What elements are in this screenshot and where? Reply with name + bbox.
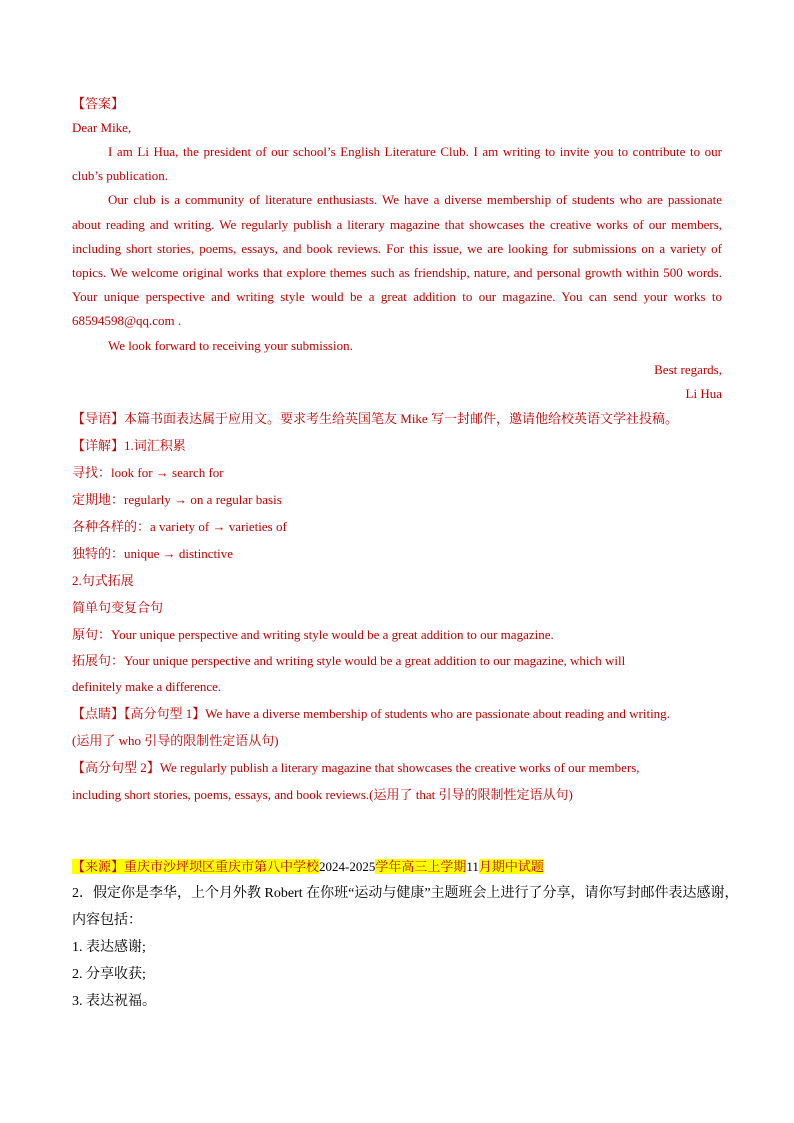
high-score-text-2a: We regularly publish a literary magazine that showcases the creative works of our members, — [159, 759, 640, 775]
letter-greeting: Dear Mike, — [72, 120, 132, 135]
letter-closing: Best regards, — [654, 361, 722, 377]
guide-paragraph — [72, 406, 722, 432]
question-item: 3. 表达祝福。 — [72, 993, 156, 1009]
expanded-sentence-line-2: definitely make a difference. — [72, 678, 222, 694]
letter-paragraph-1: I am Li Hua, the president of our school’s English Literature Club. I am writing to invite you to contribute to our club’s publication. — [72, 144, 722, 184]
letter-paragraph-3: We look forward to receiving your submission. — [108, 337, 353, 353]
source-line — [72, 853, 722, 880]
vocab-item: 独特的：unique → distinctive — [72, 545, 234, 561]
source-month: 11 — [466, 858, 479, 874]
guide-tag: 【导语】 — [72, 410, 125, 426]
source-school: 重庆市沙坪坝区重庆市第八中学校 — [124, 858, 320, 874]
detail-heading — [72, 432, 722, 459]
guide-text: 本篇书面表达属于应用文。要求考生给英国笔友 Mike 写一封邮件，邀请他给校英语文学社投稿。 — [124, 410, 678, 426]
high-score-tag-2: 【高分句型 2】 — [72, 759, 160, 775]
vocab-item: 各种各样的：a variety of → varieties of — [72, 518, 287, 534]
question-line-2: 内容包括： — [72, 912, 142, 928]
highlight-tag: 【点睛】 — [72, 705, 125, 721]
highlight-sentence-1 — [72, 700, 722, 727]
source-tag: 【来源】 — [72, 858, 125, 874]
answer-tag: 【答案】 — [72, 96, 125, 111]
high-score-tag-1: 【高分句型 1】 — [124, 705, 206, 721]
source-term: 学年高三上学期 — [375, 858, 467, 874]
high-score-note-1: (运用了 who 引导的限制性定语从句) — [72, 732, 279, 748]
question-item: 1. 表达感谢; — [72, 939, 146, 955]
original-sentence: 原句：Your unique perspective and writing style would be a great addition to our magazine. — [72, 626, 554, 642]
sentence-heading: 2.句式拓展 — [72, 572, 134, 588]
source-exam: 月期中试题 — [478, 858, 544, 874]
question-line-1: 2．假定你是李华，上个月外教 Robert 在你班“运动与健康”主题班会上进行了分享，请你写封邮件表达感谢， — [72, 885, 739, 901]
detail-heading-text: 1.词汇积累 — [124, 437, 186, 453]
expanded-sentence-line-1: 拓展句：Your unique perspective and writing style would be a great addition to our magazine, which will — [72, 652, 626, 668]
highlight-sentence-2 — [72, 754, 722, 781]
letter-paragraph-2: Our club is a community of literature enthusiasts. We have a diverse membership of students who are passionate about reading and writing. We regularly publish a literary magazine that showcases the creative works of our members, including short stories, poems, essays, and book reviews. For this issue, we are looking for submissions on a variety of topics. We welcome original works that explore themes such as friendship, nature, and personal growth within 500 words. Your unique perspective and writing style would be a great addition to our magazine. You can send your works to 68594598@qq.com . — [72, 192, 722, 329]
vocab-item: 寻找：look for → search for — [72, 464, 224, 480]
high-score-text-2b: including short stories, poems, essays, and book reviews.(运用了 that 引导的限制性定语从句) — [72, 786, 573, 802]
question-item: 2. 分享收获; — [72, 966, 146, 982]
high-score-text-1: We have a diverse membership of students who are passionate about reading and writing. — [205, 705, 670, 721]
letter-signature: Li Hua — [685, 385, 722, 401]
vocab-item: 定期地：regularly → on a regular basis — [72, 491, 282, 507]
document-page — [72, 92, 739, 1015]
source-year: 2024-2025 — [319, 858, 376, 874]
detail-tag: 【详解】 — [72, 437, 125, 453]
sentence-subheading: 简单句变复合句 — [72, 599, 164, 615]
source-section — [72, 853, 739, 1015]
